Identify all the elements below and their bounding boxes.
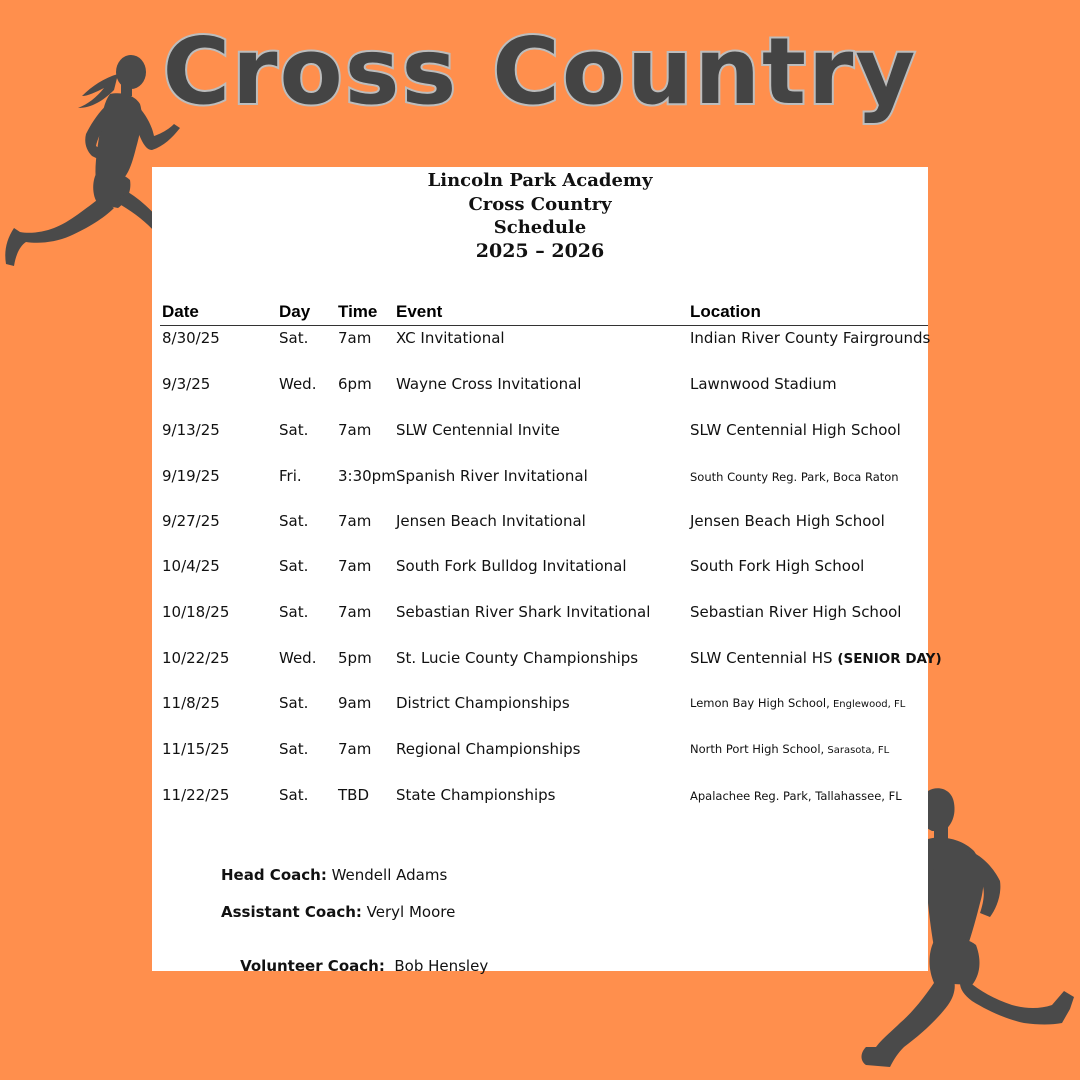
schedule-row	[152, 467, 928, 491]
location-name: North Port High School,	[690, 742, 825, 756]
row-date: 9/3/25	[162, 375, 211, 393]
school-name: Lincoln Park Academy	[427, 170, 653, 191]
row-date: 9/19/25	[162, 467, 220, 485]
schedule-row	[152, 740, 928, 764]
head-coach-label: Head Coach:	[221, 866, 327, 884]
row-location	[690, 696, 905, 710]
row-day: Sat.	[279, 557, 309, 575]
row-time: 7am	[338, 421, 372, 439]
column-header-time: Time	[338, 302, 378, 321]
volunteer-coach-name: Bob Hensley	[384, 957, 489, 975]
row-date: 9/27/25	[162, 512, 220, 530]
banner-title: Cross Country	[162, 18, 918, 125]
row-event: XC Invitational	[396, 329, 505, 347]
row-time: 5pm	[338, 649, 372, 667]
row-event: Spanish River Invitational	[396, 467, 588, 485]
row-time: 3:30pm	[338, 467, 396, 485]
head-coach	[221, 866, 447, 884]
row-location: Lawnwood Stadium	[690, 375, 837, 393]
assistant-coach	[221, 903, 455, 921]
row-event: Wayne Cross Invitational	[396, 375, 582, 393]
row-location: Jensen Beach High School	[690, 512, 885, 530]
row-time: 7am	[338, 557, 372, 575]
row-time: 7am	[338, 512, 372, 530]
location-name: SLW Centennial HS	[690, 649, 838, 667]
season-label: 2025 – 2026	[475, 239, 605, 262]
row-time: 7am	[338, 740, 372, 758]
row-location	[690, 742, 889, 756]
row-date: 10/4/25	[162, 557, 220, 575]
schedule-header	[152, 169, 928, 263]
schedule-row	[152, 512, 928, 536]
row-event: Sebastian River Shark Invitational	[396, 603, 651, 621]
column-header-event: Event	[396, 302, 443, 321]
row-date: 11/8/25	[162, 694, 220, 712]
row-day: Sat.	[279, 603, 309, 621]
location-city: Sarasota, FL	[824, 745, 890, 756]
row-event: District Championships	[396, 694, 570, 712]
row-event: St. Lucie County Championships	[396, 649, 639, 667]
row-day: Sat.	[279, 786, 309, 804]
schedule-row	[152, 649, 942, 673]
row-event: South Fork Bulldog Invitational	[396, 557, 627, 575]
row-location	[690, 649, 942, 667]
schedule-row	[152, 786, 928, 810]
row-date: 9/13/25	[162, 421, 220, 439]
row-time: 6pm	[338, 375, 372, 393]
row-day: Sat.	[279, 740, 309, 758]
row-event: Jensen Beach Invitational	[396, 512, 586, 530]
row-date: 8/30/25	[162, 329, 220, 347]
row-date: 11/22/25	[162, 786, 230, 804]
location-name: Lemon Bay High School,	[690, 696, 830, 710]
row-day: Fri.	[279, 467, 302, 485]
assistant-coach-label: Assistant Coach:	[221, 903, 362, 921]
row-date: 11/15/25	[162, 740, 230, 758]
row-event: Regional Championships	[396, 740, 581, 758]
location-city: Englewood, FL	[829, 699, 906, 710]
row-time: TBD	[338, 786, 370, 804]
schedule-label: Schedule	[493, 217, 587, 238]
senior-day-note: (SENIOR DAY)	[837, 651, 942, 667]
row-location: SLW Centennial High School	[690, 421, 901, 439]
schedule-row	[152, 603, 928, 627]
sport-name: Cross Country	[468, 193, 612, 215]
row-day: Sat.	[279, 694, 309, 712]
volunteer-coach-label: Volunteer Coach:	[240, 957, 385, 975]
schedule-card	[152, 167, 942, 975]
schedule-row	[152, 557, 928, 581]
row-location: Indian River County Fairgrounds	[690, 329, 931, 347]
row-location: Sebastian River High School	[690, 603, 902, 621]
row-day: Wed.	[279, 375, 317, 393]
row-location: South County Reg. Park, Boca Raton	[690, 470, 899, 484]
row-time: 9am	[338, 694, 372, 712]
row-day: Wed.	[279, 649, 317, 667]
column-header-date: Date	[162, 302, 199, 321]
volunteer-coach	[221, 939, 488, 993]
row-day: Sat.	[279, 512, 309, 530]
schedule-row	[152, 329, 931, 353]
row-location: Apalachee Reg. Park, Tallahassee, FL	[690, 789, 902, 803]
schedule-row	[152, 421, 928, 445]
head-coach-name: Wendell Adams	[326, 866, 448, 884]
column-header-location: Location	[690, 302, 761, 321]
row-day: Sat.	[279, 329, 309, 347]
header-divider	[160, 325, 928, 326]
schedule-row	[152, 375, 928, 399]
row-date: 10/22/25	[162, 649, 230, 667]
row-event: SLW Centennial Invite	[396, 421, 560, 439]
row-time: 7am	[338, 603, 372, 621]
schedule-row	[152, 694, 928, 718]
row-location: South Fork High School	[690, 557, 865, 575]
row-day: Sat.	[279, 421, 309, 439]
row-time: 7am	[338, 329, 372, 347]
column-header-day: Day	[279, 302, 311, 321]
row-event: State Championships	[396, 786, 556, 804]
assistant-coach-name: Veryl Moore	[361, 903, 456, 921]
row-date: 10/18/25	[162, 603, 230, 621]
